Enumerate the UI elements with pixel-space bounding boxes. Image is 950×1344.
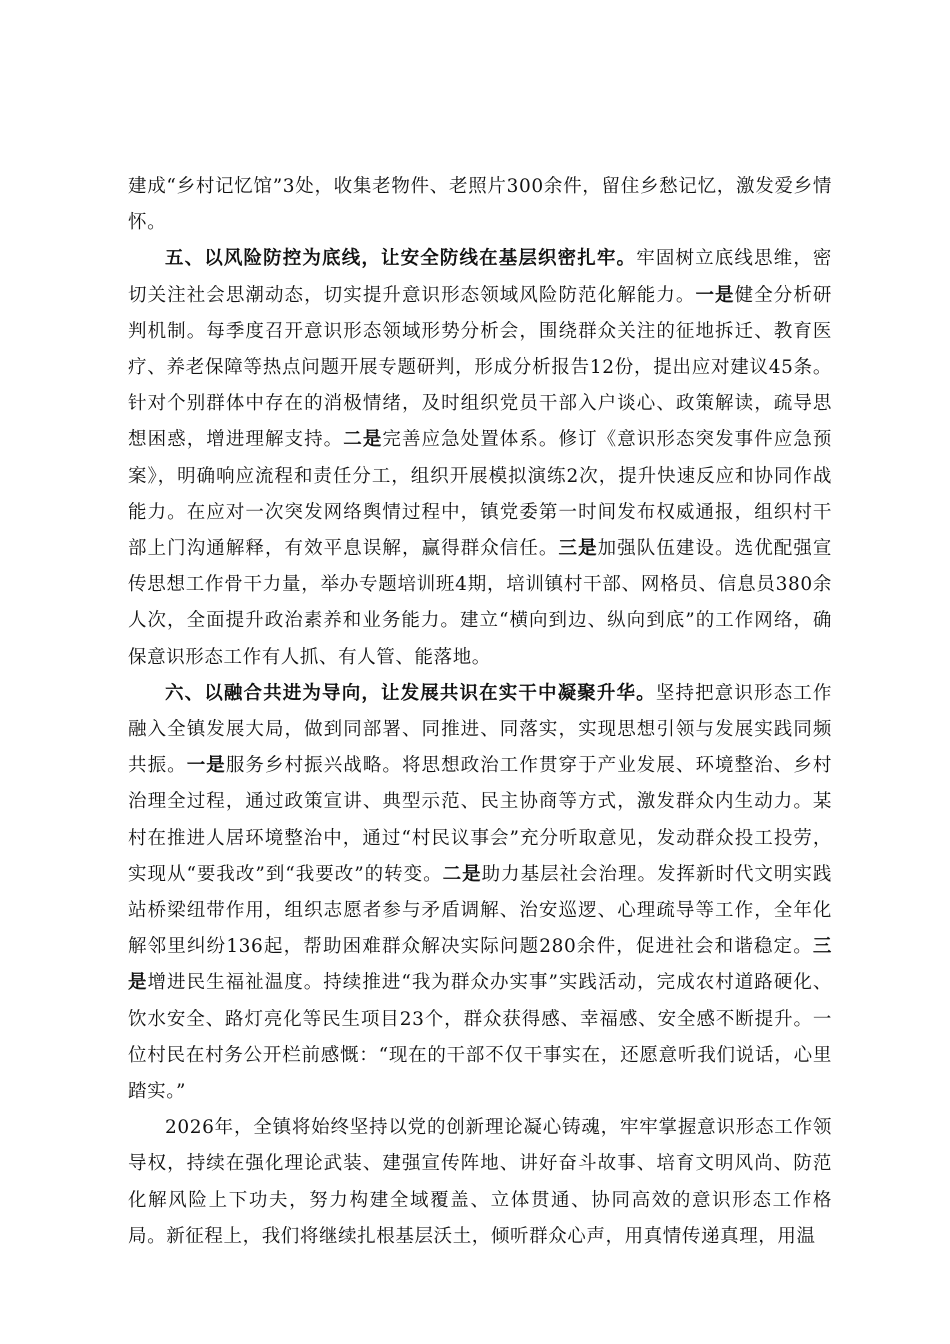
document-page <box>128 169 832 1255</box>
point-marker: 三是 <box>558 538 598 560</box>
paragraph-conclusion <box>128 1110 832 1255</box>
body-text: 助力基层社会治理。发挥新时代文明实践站桥梁纽带作用，组织志愿者参与矛盾调解、治安巡逻、心理疏导等工作，全年化解邻里纠纷136起，帮助困难群众解决实际问题280余件，促进社会和谐稳定。 <box>128 863 833 958</box>
body-text: 2026年，全镇将始终坚持以党的创新理论凝心铸魂，牢牢掌握意识形态工作领导权，持续在强化理论武装、建强宣传阵地、讲好奋斗故事、培育文明风尚、防范化解风险上下功夫，努力构建全域覆盖、立体贯通、协同高效的意识形态工作格局。新征程上，我们将继续扎根基层沃土，倾听群众心声，用真情传递真理，用温 <box>128 1117 832 1247</box>
body-text: 完善应急处置体系。修订《意识形态突发事件应急预案》，明确响应流程和责任分工，组织开展模拟演练2次，提升快速反应和协同作战能力。在应对一次突发网络舆情过程中，镇党委第一时间发布权威通报，组织村干部上门沟通解释，有效平息误解，赢得群众信任。 <box>128 429 832 560</box>
body-text: 健全分析研判机制。每季度召开意识形态领域形势分析会，围绕群众关注的征地拆迁、教育医疗、养老保障等热点问题开展专题研判，形成分析报告12份，提出应对建议45条。针对个别群体中存在的消极情绪，及时组织党员干部入户谈心、政策解读，疏导思想困惑，增进理解支持。 <box>128 284 832 451</box>
body-text: 增进民生福祉温度。持续推进“我为群众办实事”实践活动，完成农村道路硬化、饮水安全、路灯亮化等民生项目23个，群众获得感、幸福感、安全感不断提升。一位村民在村务公开栏前感慨：“现在的干部不仅干事实在，还愿意听我们说话，心里踏实。” <box>128 972 832 1103</box>
body-text: 建成“乡村记忆馆”3处，收集老物件、老照片300余件，留住乡愁记忆，激发爱乡情怀。 <box>128 176 832 234</box>
paragraph-continuation <box>128 169 832 241</box>
point-marker: 二是 <box>343 429 383 451</box>
body-text: 服务乡村振兴战略。将思想政治工作贯穿于产业发展、环境整治、乡村治理全过程，通过政策宣讲、典型示范、民主协商等方式，激发群众内生动力。某村在推进人居环境整治中，通过“村民议事会”充分听取意见，发动群众投工投劳，实现从“要我改”到“我要改”的转变。 <box>128 755 832 885</box>
paragraph-section-six <box>128 676 832 1110</box>
body-text: 坚持把意识形态工作融入全镇发展大局，做到同部署、同推进、同落实，实现思想引领与发展实践同频共振。 <box>128 682 832 777</box>
body-text: 加强队伍建设。选优配强宣传思想工作骨干力量，举办专题培训班4期，培训镇村干部、网格员、信息员380余人次，全面提升政治素养和业务能力。建立“横向到边、纵向到底”的工作网络，确保意识形态工作有人抓、有人管、能落地。 <box>128 538 833 668</box>
section-heading: 六、以融合共进为导向，让发展共识在实干中凝聚升华。 <box>165 682 656 704</box>
point-marker: 一是 <box>695 284 735 306</box>
point-marker: 二是 <box>442 863 482 885</box>
section-heading: 五、以风险防控为底线，让安全防线在基层织密扎牢。 <box>165 248 637 270</box>
paragraph-section-five <box>128 241 832 675</box>
body-text: 牢固树立底线思维，密切关注社会思潮动态，切实提升意识形态领域风险防范化解能力。 <box>128 248 832 306</box>
point-marker: 三是 <box>128 936 832 994</box>
point-marker: 一是 <box>186 755 226 777</box>
